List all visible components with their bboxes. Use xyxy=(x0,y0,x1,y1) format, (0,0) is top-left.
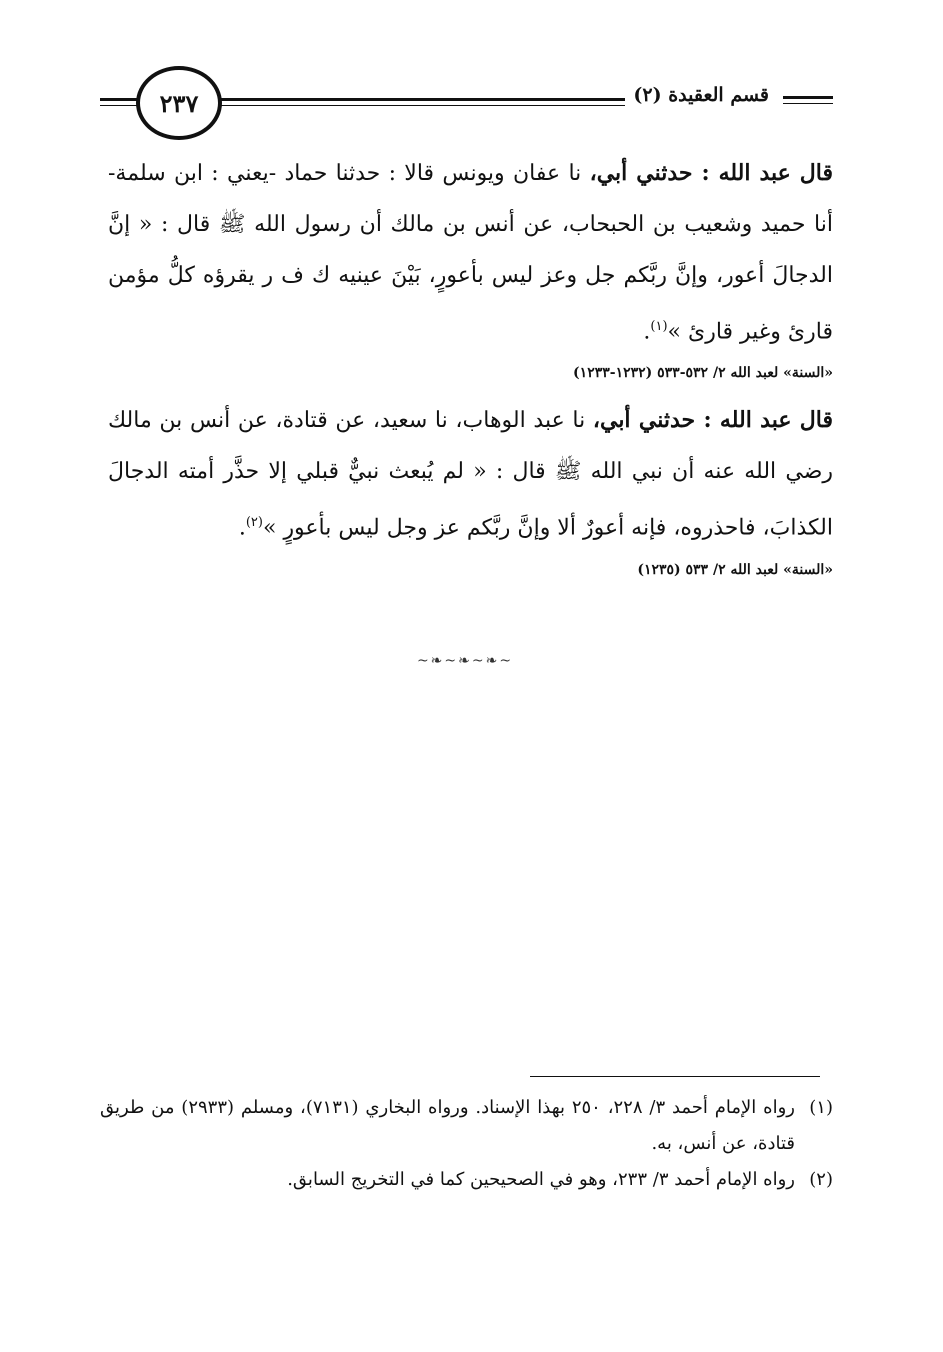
page-header xyxy=(100,60,833,140)
source-citation: «السنة» لعبد الله ٢/ ٥٣٢-٥٣٣ (١٢٣٢-١٢٣٣) xyxy=(573,365,833,382)
footnote-ref[interactable]: (٢) xyxy=(245,515,263,531)
footnote-item xyxy=(100,1090,833,1162)
page-number: ٢٣٧ xyxy=(136,66,222,140)
passage-text: نا عفان ويونس قالا : حدثنا حماد -يعني : ابن سلمة- أنا حميد وشعيب بن الحبحاب، عن أنس بن مالك أن رسول الله ﷺ قال : « إنَّ الدجالَ أعور، وإنَّ ربَّكم جل وعز ليس بأعورٍ، بَيْنَ عينيه ك ف ر يقرؤه كلُّ مؤمن قارئ وغير قارئ » xyxy=(108,161,834,345)
footnote-item xyxy=(100,1162,833,1198)
passage-2 xyxy=(108,395,833,553)
passage-end: . xyxy=(238,515,246,541)
passage-1 xyxy=(108,148,833,357)
passage-end: . xyxy=(643,319,651,345)
footnote-mark: (١) xyxy=(809,1097,833,1118)
passage-text: نا عبد الوهاب، نا سعيد، عن قتادة، عن أنس بن مالك رضي الله عنه أن نبي الله ﷺ قال : « لم يُبعث نبيٌّ قبلي إلا حذَّر أمته الدجالَ الكذابَ، فاحذروه، فإنه أعورٌ ألا وإنَّ ربَّكم عز وجل ليس بأعورٍ » xyxy=(108,408,833,541)
title-dash-thick xyxy=(783,96,833,99)
section-ornament: ~❧~❧~❧~ xyxy=(416,653,514,669)
passage-lead: قال عبد الله : حدثني أبي، xyxy=(592,407,834,434)
source-citation: «السنة» لعبد الله ٢/ ٥٣٣ (١٢٣٥) xyxy=(637,561,833,578)
footnote-text: رواه الإمام أحمد ٣/ ٢٢٨، ٢٥٠ بهذا الإسناد. ورواه البخاري (٧١٣١)، ومسلم (٢٩٣٣) من طريق قتادة، عن أنس، به. xyxy=(100,1097,795,1154)
footnote-mark: (٢) xyxy=(809,1169,833,1190)
footnote-ref[interactable]: (١) xyxy=(650,319,668,334)
title-dash-thin xyxy=(783,103,833,104)
footnote-divider xyxy=(530,1076,820,1077)
passage-lead: قال عبد الله : حدثني أبي، xyxy=(589,160,833,186)
running-title: قسم العقيدة (٢) xyxy=(625,84,777,106)
footnotes xyxy=(100,1090,833,1198)
footnote-text: رواه الإمام أحمد ٣/ ٢٣٣، وهو في الصحيحين كما في التخريج السابق. xyxy=(287,1169,795,1190)
main-text xyxy=(108,148,833,592)
